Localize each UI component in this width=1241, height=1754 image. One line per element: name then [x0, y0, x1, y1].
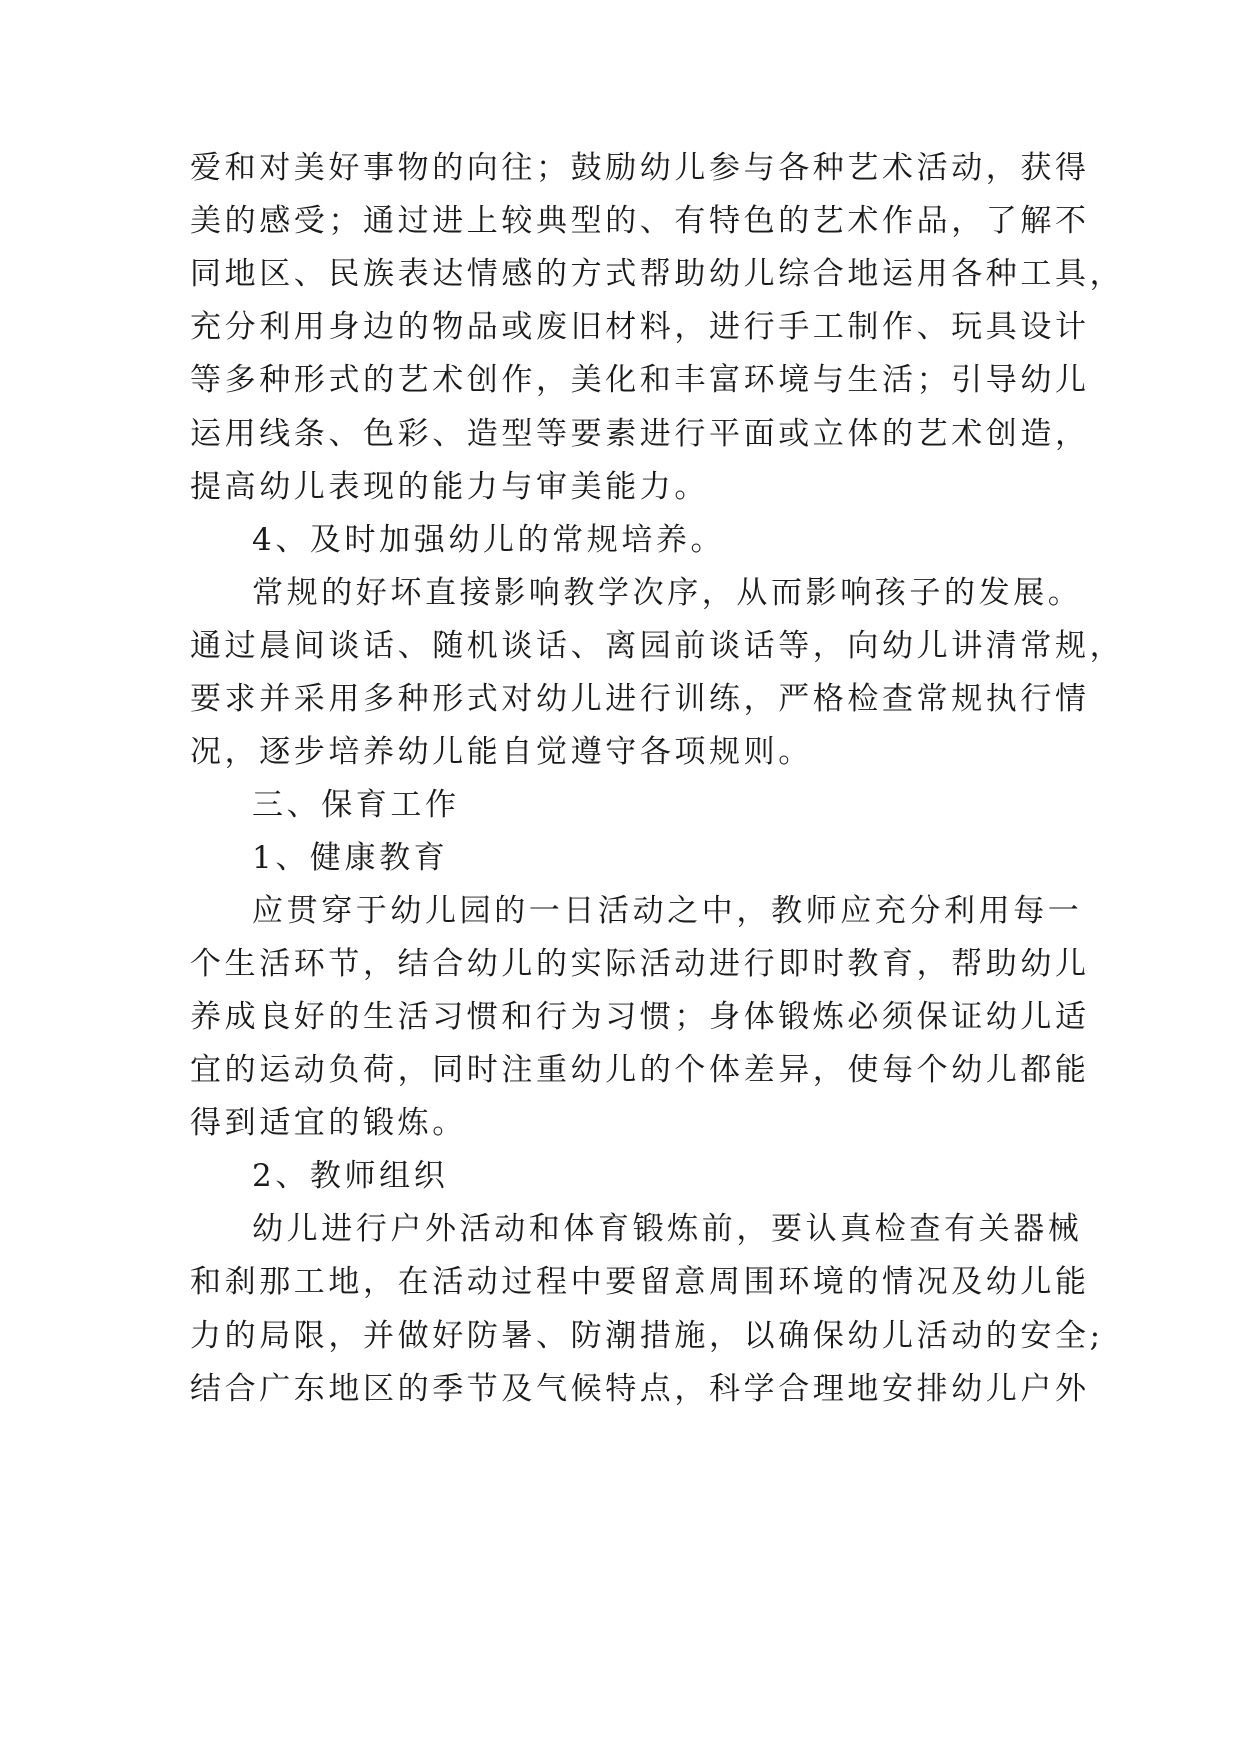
- section-heading: 三、保育工作: [252, 787, 460, 823]
- text-line: 美的感受；通过进上较典型的、有特色的艺术作品，了解不: [190, 203, 1090, 239]
- text-line: 况，逐步培养幼儿能自觉遵守各项规则。: [190, 734, 813, 770]
- text-line: 通过晨间谈话、随机谈话、离园前谈话等，向幼儿讲清常规，: [190, 628, 1125, 664]
- section-heading: 1、健康教育: [252, 840, 449, 876]
- text-line: 幼儿进行户外活动和体育锻炼前，要认真检查有关器械: [252, 1211, 1083, 1247]
- text-line: 常规的好坏直接影响教学次序，从而影响孩子的发展。: [252, 575, 1083, 611]
- text-line: 结合广东地区的季节及气候特点，科学合理地安排幼儿户外: [190, 1371, 1090, 1407]
- text-line: 个生活环节，结合幼儿的实际活动进行即时教育，帮助幼儿: [190, 946, 1090, 982]
- text-line: 提高幼儿表现的能力与审美能力。: [190, 469, 709, 505]
- text-line: 养成良好的生活习惯和行为习惯；身体锻炼必须保证幼儿适: [190, 999, 1090, 1035]
- text-line: 爱和对美好事物的向往；鼓励幼儿参与各种艺术活动，获得: [190, 150, 1090, 186]
- text-line: 宜的运动负荷，同时注重幼儿的个体差异，使每个幼儿都能: [190, 1052, 1090, 1088]
- text-line: 得到适宜的锻炼。: [190, 1105, 467, 1141]
- section-heading: 2、教师组织: [252, 1158, 449, 1194]
- text-line: 运用线条、色彩、造型等要素进行平面或立体的艺术创造，: [190, 416, 1090, 452]
- text-line: 和刹那工地，在活动过程中要留意周围环境的情况及幼儿能: [190, 1264, 1090, 1300]
- text-line: 应贯穿于幼儿园的一日活动之中，教师应充分利用每一: [252, 893, 1083, 929]
- section-heading: 4、及时加强幼儿的常规培养。: [252, 522, 726, 558]
- text-line: 要求并采用多种形式对幼儿进行训练，严格检查常规执行情: [190, 681, 1090, 717]
- text-line: 同地区、民族表达情感的方式帮助幼儿综合地运用各种工具，: [190, 256, 1125, 292]
- text-line: 充分利用身边的物品或废旧材料，进行手工制作、玩具设计: [190, 309, 1090, 345]
- text-line: 力的局限，并做好防暑、防潮措施，以确保幼儿活动的安全;: [190, 1318, 1104, 1354]
- text-line: 等多种形式的艺术创作，美化和丰富环境与生活；引导幼儿: [190, 362, 1090, 398]
